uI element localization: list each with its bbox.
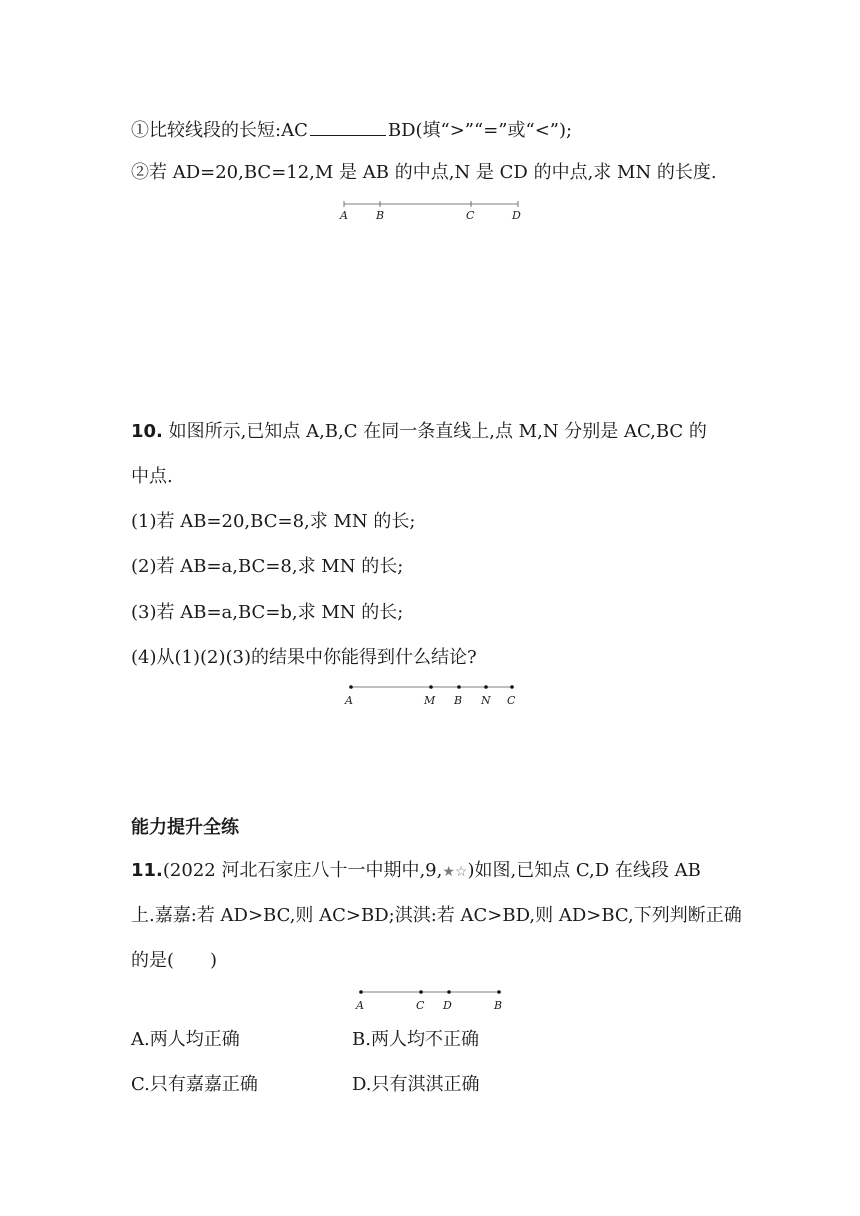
q10-point-c [510, 685, 514, 689]
q9-label-a: A [340, 209, 348, 222]
q11-number: 11. [131, 860, 163, 881]
section-title: 能力提升全练 [131, 817, 239, 838]
q11-stem-line3 [131, 949, 217, 973]
q10-label-n: N [481, 694, 491, 707]
q11-point-d [447, 990, 451, 994]
q10-point-m [429, 685, 433, 689]
q11-label-d: D [443, 999, 452, 1012]
option-c[interactable]: C.只有嘉嘉正确 [131, 1074, 258, 1095]
q11-point-c [419, 990, 423, 994]
q10-point-a [349, 685, 353, 689]
answer-blank[interactable] [310, 117, 386, 136]
q10-point-n [484, 685, 488, 689]
q11-point-b [497, 990, 501, 994]
q10-sub3: (3)若 AB=a,BC=b,求 MN 的长; [131, 602, 404, 623]
q9-label-b: B [376, 209, 385, 222]
q10-sub1: (1)若 AB=20,BC=8,求 MN 的长; [131, 511, 416, 532]
q11-segment-figure [352, 986, 512, 1014]
q10-label-m: M [424, 694, 436, 707]
q11-label-c: C [416, 999, 425, 1012]
q10-sub2: (2)若 AB=a,BC=8,求 MN 的长; [131, 556, 404, 577]
q11-stem-line1 [131, 859, 701, 884]
q10-segment-figure [340, 681, 525, 709]
q9-part1 [131, 117, 572, 143]
q9-label-d: D [512, 209, 521, 222]
option-d[interactable]: D.只有淇淇正确 [352, 1074, 480, 1095]
q10-sub4: (4)从(1)(2)(3)的结果中你能得到什么结论? [131, 647, 477, 668]
q9-label-c: C [466, 209, 475, 222]
star-rating-icon: ★☆ [442, 864, 468, 880]
option-a[interactable]: A.两人均正确 [131, 1029, 240, 1050]
q11-label-b: B [494, 999, 503, 1012]
q10-stem-text: 如图所示,已知点 A,B,C 在同一条直线上,点 M,N 分别是 AC,BC 的 [168, 421, 707, 442]
q11-point-a [359, 990, 363, 994]
q9-segment-figure [338, 198, 528, 224]
q10-label-c: C [507, 694, 516, 707]
q11-stem-line3-prefix: 的是( [131, 950, 175, 971]
q10-point-b [457, 685, 461, 689]
q11-source: (2022 河北石家庄八十一中期中,9, [162, 860, 443, 881]
q10-stem-line2: 中点. [131, 466, 173, 487]
q10-label-b: B [454, 694, 463, 707]
option-b[interactable]: B.两人均不正确 [352, 1029, 479, 1050]
q10-number: 10. [131, 421, 163, 442]
q10-label-a: A [345, 694, 353, 707]
q9-part1-suffix: BD(填“>”“=”或“<”); [387, 120, 573, 141]
q9-part1-prefix: ①比较线段的长短:AC [131, 120, 308, 141]
q11-stem-line3-suffix: ) [210, 950, 218, 971]
q10-stem-line1 [131, 420, 707, 444]
q11-stem-rest: )如图,已知点 C,D 在线段 AB [467, 860, 701, 881]
q9-part2: ②若 AD=20,BC=12,M 是 AB 的中点,N 是 CD 的中点,求 MN 的长度. [131, 162, 717, 183]
q11-label-a: A [356, 999, 364, 1012]
q11-stem-line2: 上.嘉嘉:若 AD>BC,则 AC>BD;淇淇:若 AC>BD,则 AD>BC,下列判断正确 [131, 905, 742, 926]
